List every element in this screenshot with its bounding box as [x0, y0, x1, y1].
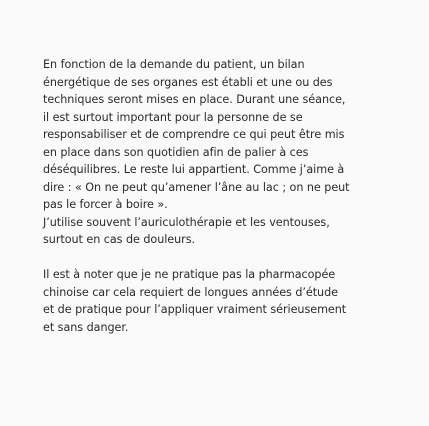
text-line: chinoise car cela requiert de longues années d’étude	[43, 285, 338, 299]
paragraph-pharmacopoeia	[43, 266, 403, 336]
article-body	[43, 56, 403, 354]
text-line: et de pratique pour l’appliquer vraiment sérieusement	[43, 303, 347, 316]
text-line: pas le forcer à boire ».	[43, 198, 168, 211]
text-line: et sans danger.	[43, 320, 129, 334]
text-line: surtout en cas de douleurs.	[43, 233, 195, 246]
paragraph-practice	[43, 56, 403, 249]
text-line: J’utilise souvent l’auriculothérapie et les ventouses,	[43, 215, 330, 229]
text-line: énergétique de ses organes est établi et une ou des	[43, 75, 333, 89]
text-line: En fonction de la demande du patient, un bilan	[43, 58, 305, 71]
text-line: Il est à noter que je ne pratique pas la pharmacopée	[43, 268, 336, 281]
text-line: responsabiliser et de comprendre ce qui peut être mis	[43, 128, 345, 141]
text-line: déséquilibres. Le reste lui appartient. Comme j’aime à	[43, 163, 345, 176]
text-line: dire : « On ne peut qu’amener l’âne au lac ; on ne peut	[43, 180, 350, 194]
text-line: en place dans son quotidien afin de palier à ces	[43, 145, 309, 159]
text-line: techniques seront mises en place. Durant une séance,	[43, 93, 346, 106]
text-line: il est surtout important pour la personne de se	[43, 110, 303, 124]
